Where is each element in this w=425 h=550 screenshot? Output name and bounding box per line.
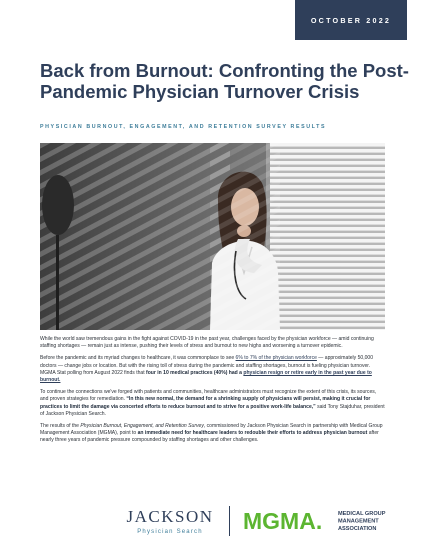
p2-text-a: Before the pandemic and its myriad changes to healthcare, it was commonplace to see	[40, 355, 236, 362]
mgma-wordmark: MGMA.	[243, 508, 323, 534]
p3-quote: “In this new normal, the demand for a shrinking supply of physicians will persist, making it crucial for practices to limit the damage via concerted efforts to reduce burnout and to strive for a positive work-life balance,”	[40, 396, 371, 410]
logo-bar	[0, 498, 425, 550]
p3-text-a: To continue the connections we've forged with patients and communities, healthcare administrators must recognize the extent of this crisis, its sources, and proven strategies for remediation.	[40, 389, 377, 403]
partner-logos	[0, 498, 425, 550]
mgma-logo	[243, 508, 386, 534]
p4-text-b: , commissioned by Jackson Physician Search in partnership with Medical Group Management Association (MGMA), point to	[40, 423, 383, 437]
jackson-tagline: Physician Search	[137, 529, 203, 535]
page-subtitle: PHYSICIAN BURNOUT, ENGAGEMENT, AND RETENTION SURVEY RESULTS	[40, 124, 327, 130]
paragraph-4	[40, 423, 385, 445]
logo-divider	[229, 506, 230, 536]
report-date: OCTOBER 2022	[310, 15, 392, 25]
title-rest: Confronting the Post-Pandemic Physician Turnover Crisis	[40, 60, 409, 102]
date-banner	[295, 0, 407, 40]
workforce-link[interactable]: 6% to 7% of the physician workforce	[235, 355, 317, 362]
paragraph-3	[40, 389, 385, 418]
p2-bold: four in 10 medical practices (40%) had a	[146, 369, 244, 376]
page-title	[40, 60, 410, 102]
paragraph-1: While the world saw tremendous gains in the fight against COVID-19 in the past year, challenges faced by the physician workforce — amid continuing staffing shortages — remain just as intense, pushing their levels of stress and burnout to new highs and worsening a turnover epidemic.	[40, 336, 374, 350]
article-body	[40, 336, 385, 450]
title-bold-part: Back from Burnout:	[40, 60, 214, 81]
p4-survey-title: Physician Burnout, Engagement, and Retention Survey	[80, 423, 204, 430]
physician-at-window-photo	[40, 143, 385, 330]
p3-text-b: said Tony Stajduhar, president of Jackson Physician Search.	[40, 403, 385, 417]
mgma-line-3: ASSOCIATION	[338, 526, 377, 532]
p2-text-b: — approximately 50,000 doctors — change jobs or location. But with the rising toll of stress during the pandemic and staffing shortages, burnout is fueling physician turnover. MGMA Stat polling from August 2022 finds that	[40, 355, 374, 376]
burnout-resign-link[interactable]: physician resign or retire early in the past year due to burnout.	[40, 369, 372, 384]
mgma-line-2: MANAGEMENT	[338, 518, 379, 525]
p4-bold: an immediate need for healthcare leaders to redouble their efforts to address physician burnout	[137, 430, 368, 437]
p4-text-a: The results of the	[40, 423, 81, 430]
p4-text-c: after nearly three years of pandemic pressure compounded by staffing shortages and other challenges.	[40, 430, 379, 444]
jackson-logo	[126, 507, 213, 535]
jackson-name: JACKSON	[126, 507, 214, 526]
mgma-line-1: MEDICAL GROUP	[338, 511, 386, 517]
hero-photo	[40, 143, 385, 330]
paragraph-2	[40, 355, 385, 384]
